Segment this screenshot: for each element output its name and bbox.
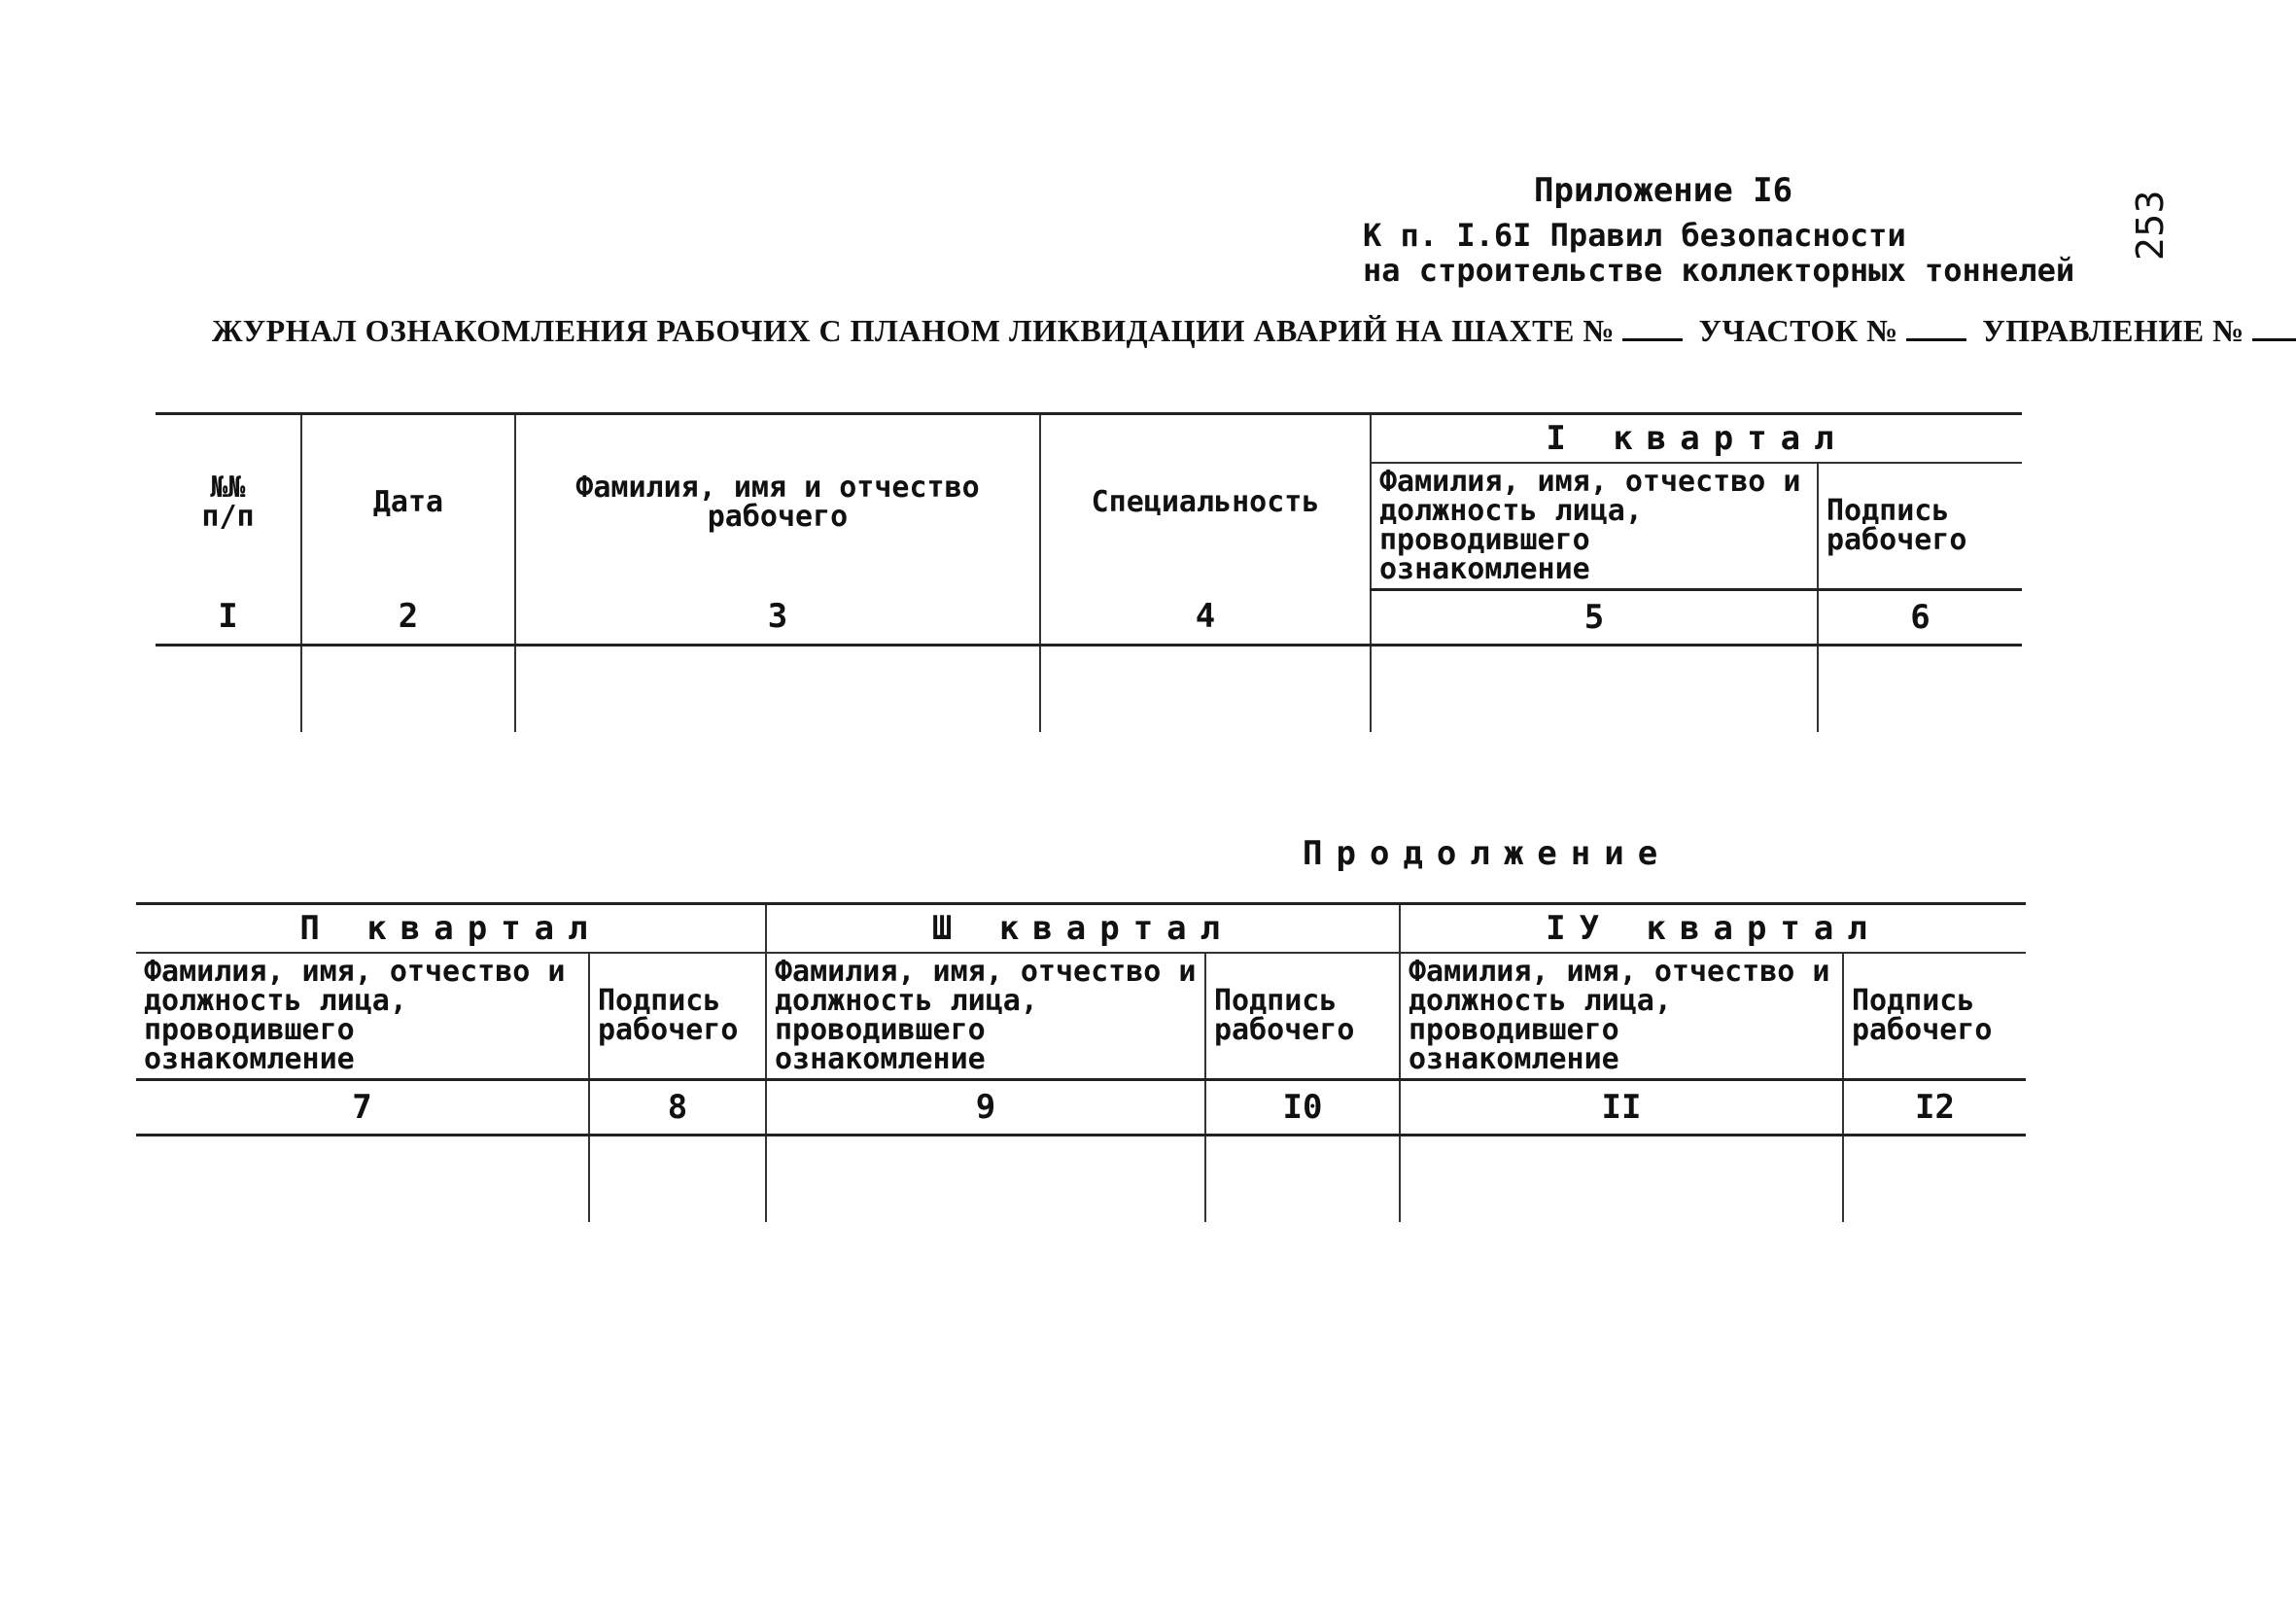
entry-cell-number[interactable] bbox=[156, 646, 301, 733]
entry-cell-instructor-q2[interactable] bbox=[136, 1136, 589, 1223]
header-instructor-q4: Фамилия, имя, отчество и должность лица, проводившего ознакомление bbox=[1400, 953, 1843, 1080]
column-number-7: 7 bbox=[136, 1080, 589, 1136]
header-number-top: №№ bbox=[210, 470, 246, 505]
reference-line-1: К п. I.6I Правил безопасности bbox=[1363, 217, 1906, 254]
journal-title-part-2: УЧАСТОК № bbox=[1698, 313, 1898, 348]
column-number-4: 4 bbox=[1040, 590, 1371, 646]
entry-cell-instructor-q4[interactable] bbox=[1400, 1136, 1843, 1223]
column-number-1: I bbox=[156, 590, 301, 646]
mine-number-blank bbox=[1622, 338, 1683, 341]
reference-line-2: на строительстве коллекторных тоннелей bbox=[1363, 252, 2075, 289]
entry-cell-specialty[interactable] bbox=[1040, 646, 1371, 733]
journal-table-2 bbox=[136, 902, 2026, 1222]
column-number-10: I0 bbox=[1205, 1080, 1400, 1136]
header-instructor: Фамилия, имя, отчество и должность лица, проводившего ознакомление bbox=[1371, 463, 1818, 590]
journal-title-part-3: УПРАВЛЕНИЕ № bbox=[1982, 313, 2244, 348]
header-signature: Подпись рабочего bbox=[1818, 463, 2022, 590]
header-number-bottom: п/п bbox=[201, 499, 255, 534]
column-number-8: 8 bbox=[589, 1080, 766, 1136]
header-number bbox=[156, 414, 301, 590]
column-number-11: II bbox=[1400, 1080, 1843, 1136]
header-signature-q2: Подпись рабочего bbox=[589, 953, 766, 1080]
header-signature-q4: Подпись рабочего bbox=[1843, 953, 2026, 1080]
header-instructor-q3: Фамилия, имя, отчество и должность лица, проводившего ознакомление bbox=[766, 953, 1205, 1080]
header-instructor-q2: Фамилия, имя, отчество и должность лица, проводившего ознакомление bbox=[136, 953, 589, 1080]
header-signature-q3: Подпись рабочего bbox=[1205, 953, 1400, 1080]
header-specialty: Специальность bbox=[1040, 414, 1371, 590]
column-number-9: 9 bbox=[766, 1080, 1205, 1136]
column-number-5: 5 bbox=[1371, 590, 1818, 646]
administration-number-blank bbox=[2252, 338, 2296, 341]
column-number-12: I2 bbox=[1843, 1080, 2026, 1136]
appendix-reference bbox=[1363, 218, 2074, 288]
column-number-2: 2 bbox=[301, 590, 515, 646]
entry-cell-signature[interactable] bbox=[1818, 646, 2022, 733]
journal-title bbox=[212, 313, 2296, 349]
entry-cell-instructor-q3[interactable] bbox=[766, 1136, 1205, 1223]
entry-cell-worker-name[interactable] bbox=[515, 646, 1040, 733]
header-quarter-2: П квартал bbox=[136, 904, 766, 954]
continuation-label: Продолжение bbox=[1303, 834, 1672, 873]
appendix-title: Приложение I6 bbox=[1534, 171, 1793, 210]
section-number-blank bbox=[1906, 338, 1966, 341]
journal-table-1 bbox=[156, 412, 2022, 732]
header-quarter-1: I квартал bbox=[1371, 414, 2022, 464]
entry-cell-date[interactable] bbox=[301, 646, 515, 733]
entry-cell-signature-q2[interactable] bbox=[589, 1136, 766, 1223]
entry-cell-instructor[interactable] bbox=[1371, 646, 1818, 733]
column-number-3: 3 bbox=[515, 590, 1040, 646]
column-number-6: 6 bbox=[1818, 590, 2022, 646]
entry-cell-signature-q4[interactable] bbox=[1843, 1136, 2026, 1223]
header-quarter-3: Ш квартал bbox=[766, 904, 1400, 954]
header-date: Дата bbox=[301, 414, 515, 590]
journal-title-part-1: ЖУРНАЛ ОЗНАКОМЛЕНИЯ РАБОЧИХ С ПЛАНОМ ЛИКВИДАЦИИ АВАРИЙ НА ШАХТЕ № bbox=[212, 313, 1615, 348]
page-number: 253 bbox=[2129, 190, 2172, 261]
header-worker-name: Фамилия, имя и отчество рабочего bbox=[515, 414, 1040, 590]
header-quarter-4: IУ квартал bbox=[1400, 904, 2026, 954]
entry-cell-signature-q3[interactable] bbox=[1205, 1136, 1400, 1223]
